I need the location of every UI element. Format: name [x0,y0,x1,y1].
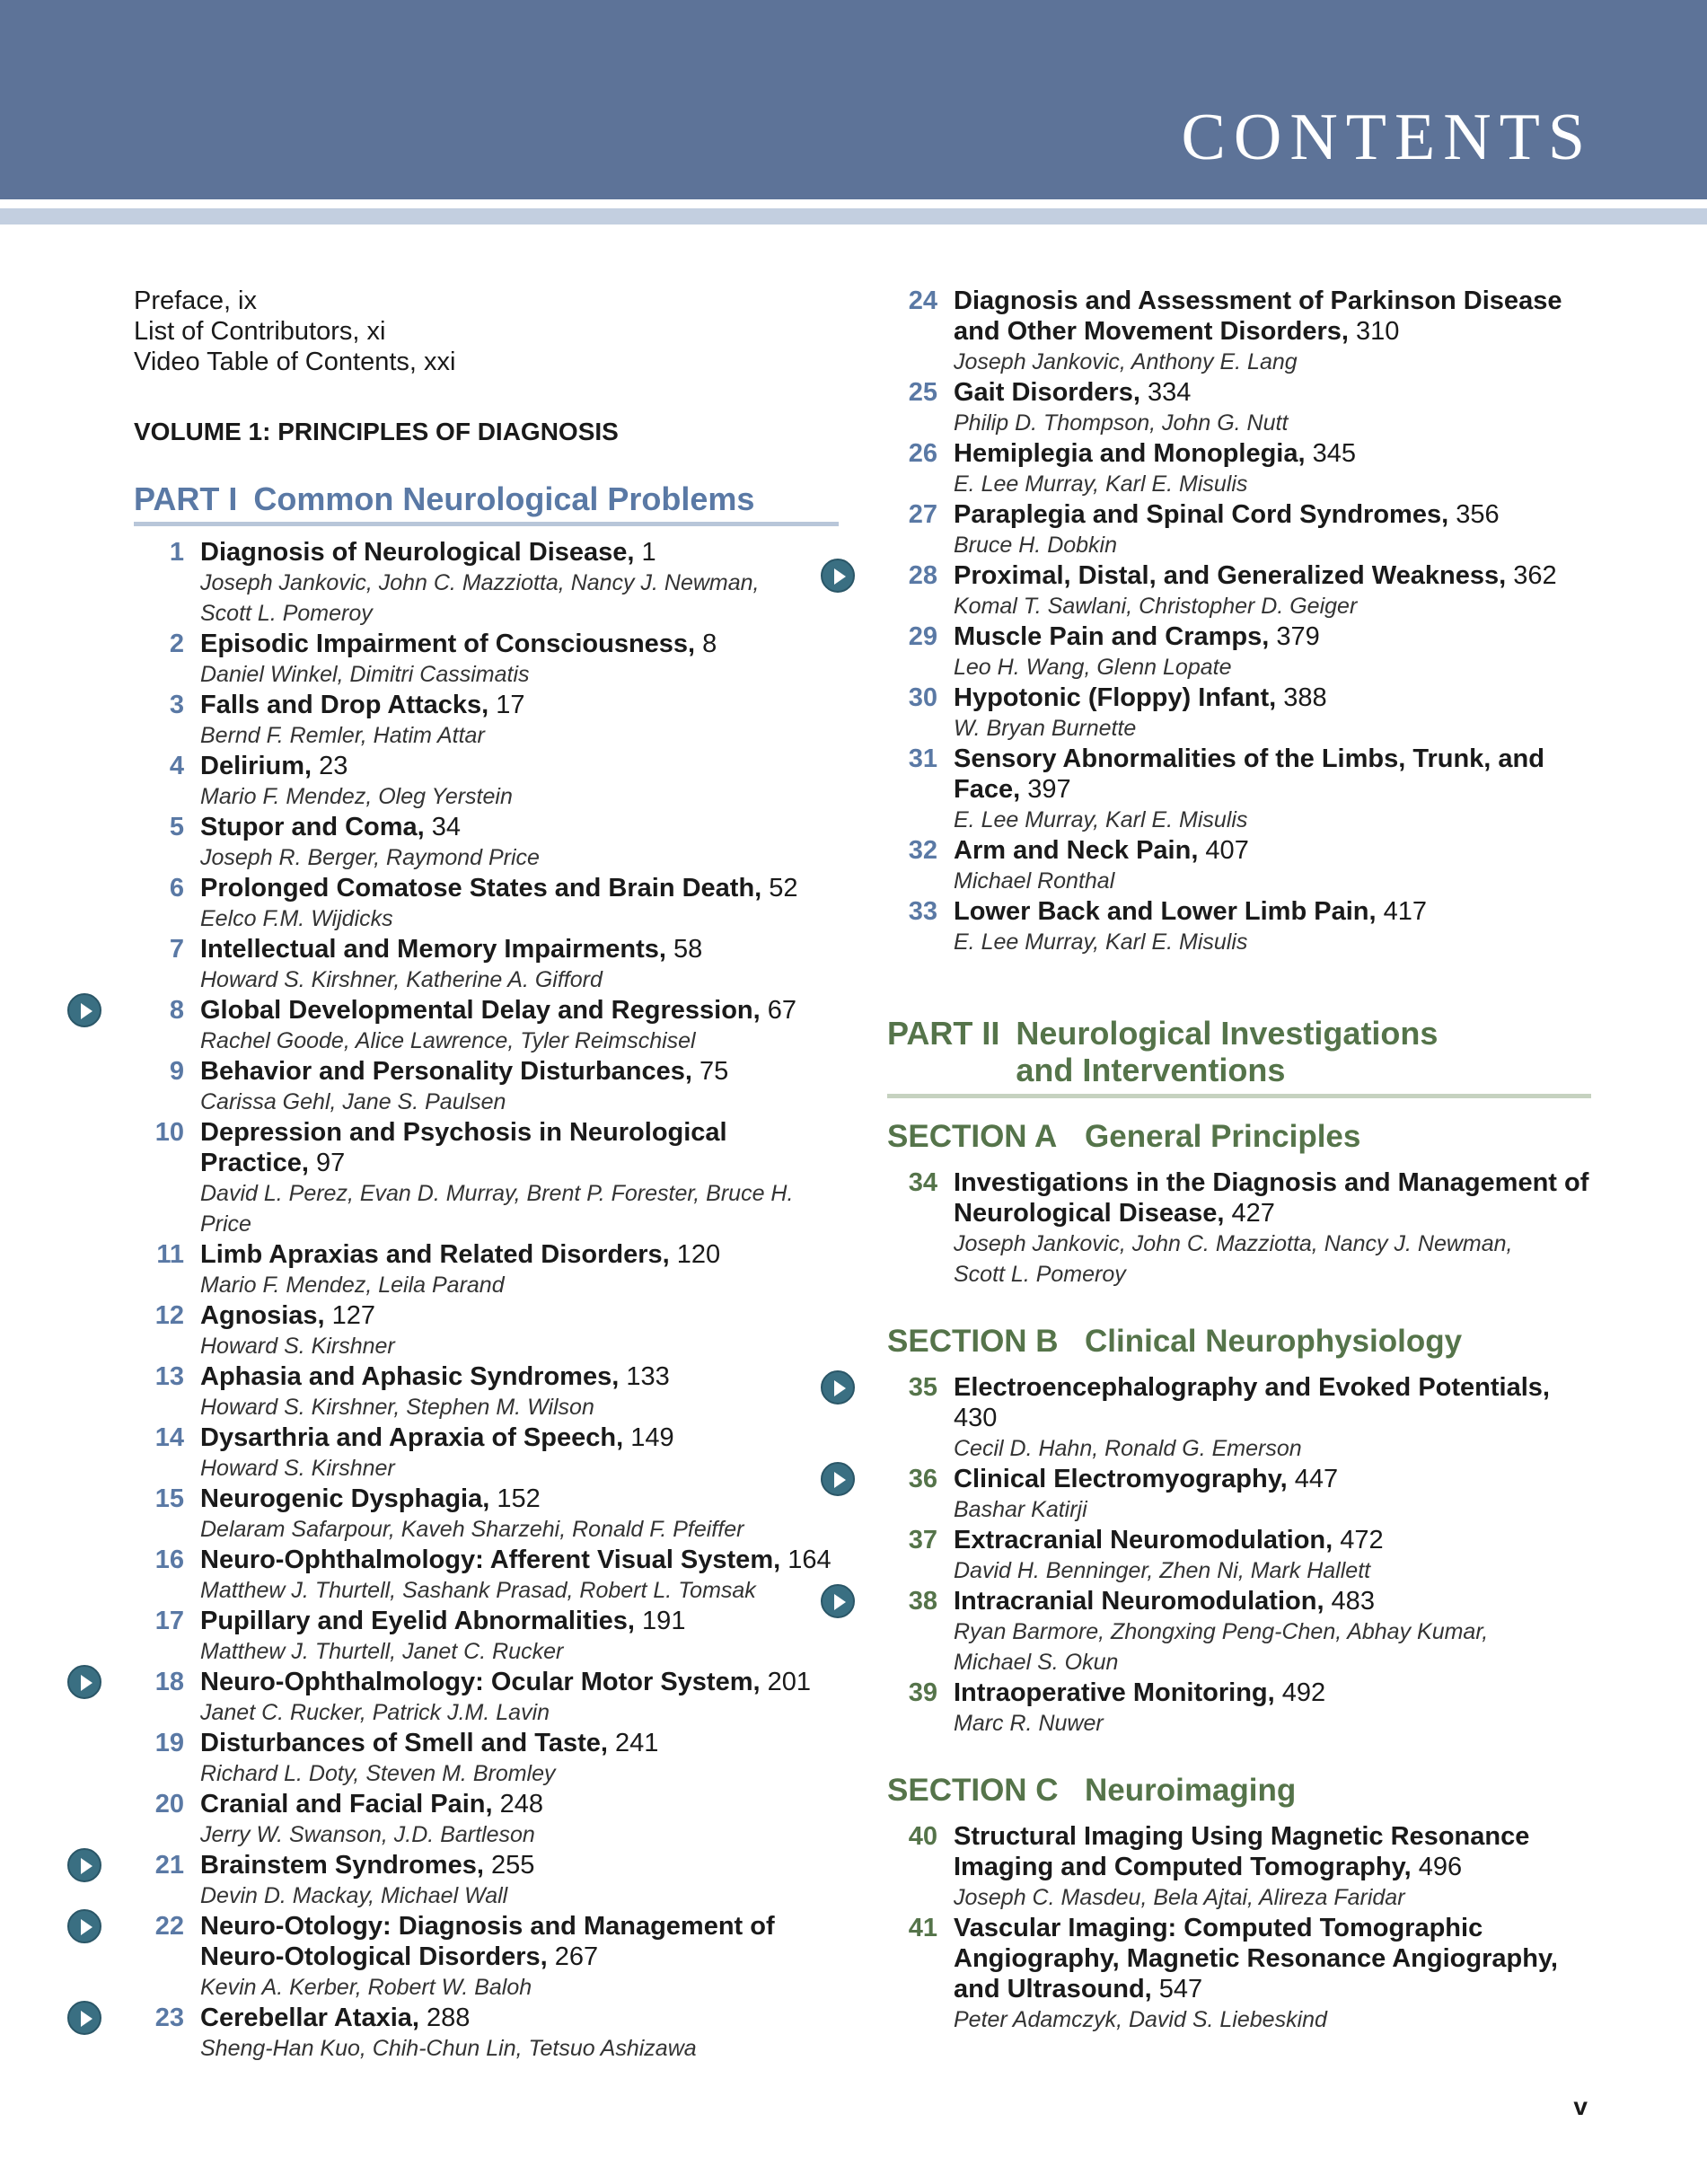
chapter-entry[interactable] [134,1422,839,1484]
chapter-entry[interactable] [887,377,1591,438]
chapter-number: 33 [908,897,937,926]
chapter-authors: W. Bryan Burnette [954,716,1137,741]
chapter-page: 58 [665,935,703,964]
section-label: SECTION A [887,1119,1058,1154]
chapter-title-line [954,499,1591,530]
chapter-authors: Matthew J. Thurtell, Janet C. Rucker [200,1639,564,1664]
chapter-authors: Michael S. Okun [954,1650,1119,1675]
chapter-page: 17 [488,691,525,719]
chapter-entry[interactable] [887,1678,1591,1739]
chapter-authors: Bernd F. Remler, Hatim Attar [200,723,485,748]
chapter-title-line [200,690,839,720]
chapter-title: Intellectual and Memory Impairments, [200,935,666,964]
chapter-number: 15 [154,1484,184,1513]
video-play-icon[interactable] [67,1665,101,1699]
chapter-number: 11 [156,1240,184,1269]
chapter-number: 9 [169,1057,184,1086]
chapter-page: 310 [1348,317,1400,346]
chapter-title: Extracranial Neuromodulation, [954,1526,1333,1554]
chapter-title-line [954,682,1591,713]
chapter-number: 37 [908,1526,937,1554]
chapter-entry[interactable] [887,1821,1591,1913]
chapter-entry[interactable] [134,2003,839,2064]
chapter-authors: Rachel Goode, Alice Lawrence, Tyler Reimschisel [200,1028,696,1053]
chapter-title: Limb Apraxias and Related Disorders, [200,1240,670,1269]
chapter-title-line [200,537,839,568]
chapter-entry[interactable] [887,744,1591,835]
chapter-authors: Mario F. Mendez, Oleg Yerstein [200,784,513,809]
chapter-title: Cerebellar Ataxia, [200,2003,419,2032]
part-number: PART I [134,480,238,517]
part-title-line: Neurological Investigations [1016,1015,1439,1052]
chapter-page: 97 [308,1149,346,1177]
part-title [1016,1015,1438,1088]
chapter-title-line [954,438,1591,469]
chapter-title-line [954,621,1591,652]
front-matter-item[interactable]: Video Table of Contents, xxi [134,348,456,376]
chapter-title: Vascular Imaging: Computed Tomographic Angiography, Magnetic Resonance Angiography, and Ultrasound, [954,1914,1558,2003]
chapter-entry[interactable] [887,1167,1591,1290]
chapter-number: 12 [154,1301,184,1330]
chapter-entry[interactable] [134,1789,839,1850]
chapter-title-line [200,1545,839,1575]
chapter-page: 34 [424,813,462,841]
chapter-title: Stupor and Coma, [200,813,425,841]
chapter-title: Disturbances of Smell and Taste, [200,1729,608,1757]
section-heading [887,1117,1591,1157]
chapter-authors: E. Lee Murray, Karl E. Misulis [954,807,1248,832]
chapter-title: Muscle Pain and Cramps, [954,622,1270,651]
chapter-page: 288 [418,2003,471,2032]
chapter-entry[interactable] [887,1913,1591,2035]
part-heading [134,480,839,526]
chapter-authors: Jerry W. Swanson, J.D. Bartleson [200,1822,535,1847]
chapter-list [887,1372,1591,1739]
chapter-title: Dysarthria and Apraxia of Speech, [200,1423,624,1452]
chapter-title: Brainstem Syndromes, [200,1851,484,1880]
chapter-title-line [200,995,839,1026]
chapter-number: 17 [154,1607,184,1635]
chapter-title: Investigations in the Diagnosis and Management of Neurological Disease, [954,1168,1589,1228]
chapter-number: 18 [154,1668,184,1696]
chapter-entry[interactable] [887,438,1591,499]
chapter-title-line [954,1464,1591,1494]
chapter-title: Diagnosis and Assessment of Parkinson Disease and Other Movement Disorders, [954,286,1562,346]
header-rule [0,208,1707,225]
chapter-authors: Scott L. Pomeroy [954,1262,1126,1287]
chapter-title: Episodic Impairment of Consciousness, [200,630,696,658]
chapter-entry[interactable] [134,690,839,751]
chapter-entry[interactable] [887,1464,1591,1525]
chapter-entry[interactable] [134,537,839,629]
chapter-number: 13 [154,1362,184,1391]
chapter-entry[interactable] [134,873,839,934]
chapter-entry[interactable] [134,1056,839,1117]
chapter-page: 472 [1333,1526,1384,1554]
chapter-title: Cranial and Facial Pain, [200,1790,493,1819]
chapter-page: 447 [1287,1465,1339,1493]
chapter-authors: Michael Ronthal [954,868,1115,894]
page-title: CONTENTS [1181,101,1593,174]
chapter-title: Depression and Psychosis in Neurological Practice, [200,1118,727,1177]
chapter-title-line [200,1117,839,1178]
chapter-title: Gait Disorders, [954,378,1140,407]
chapter-number: 34 [908,1168,937,1197]
chapter-number: 1 [169,538,184,567]
chapter-entry[interactable] [134,1911,839,2003]
page-number: v [1573,2092,1588,2120]
chapter-title: Arm and Neck Pain, [954,836,1199,865]
chapter-authors: Kevin A. Kerber, Robert W. Baloh [200,1975,532,2000]
chapter-title-line [200,1789,839,1819]
video-play-icon[interactable] [67,1848,101,1882]
chapter-title-line [954,744,1591,805]
chapter-title-line [200,934,839,964]
chapter-authors: Komal T. Sawlani, Christopher D. Geiger [954,594,1358,619]
chapter-page: 492 [1274,1678,1326,1707]
chapter-authors: Sheng-Han Kuo, Chih-Chun Lin, Tetsuo Ashizawa [200,2036,697,2061]
part-title-line: and Interventions [1016,1052,1286,1088]
section-title: Neuroimaging [1085,1773,1297,1808]
chapter-title-line [954,1678,1591,1708]
chapter-title-line [954,1167,1591,1228]
chapter-number: 35 [908,1373,937,1402]
chapter-title: Paraplegia and Spinal Cord Syndromes, [954,500,1449,529]
chapter-list [887,1167,1591,1290]
chapter-title-line [200,1667,839,1697]
chapter-authors: Eelco F.M. Wijdicks [200,906,393,931]
part-number: PART II [887,1015,1000,1052]
chapter-page: 255 [483,1851,535,1880]
chapter-authors: Leo H. Wang, Glenn Lopate [954,655,1232,680]
chapter-entry[interactable] [887,835,1591,896]
chapter-authors: Cecil D. Hahn, Ronald G. Emerson [954,1436,1302,1461]
chapter-title-line [200,629,839,659]
video-play-icon[interactable] [821,1584,855,1618]
chapter-page: 430 [954,1404,998,1432]
chapter-number: 14 [154,1423,184,1452]
chapter-number: 20 [154,1790,184,1819]
chapter-title: Neuro-Ophthalmology: Ocular Motor System, [200,1668,761,1696]
chapter-list [887,1821,1591,2035]
chapter-title: Proximal, Distal, and Generalized Weakness, [954,561,1507,590]
chapter-page: 248 [492,1790,544,1819]
section-title: General Principles [1085,1119,1361,1154]
chapter-title-line [200,873,839,903]
chapter-title-line [954,1525,1591,1555]
chapter-page: 241 [607,1729,659,1757]
chapter-title: Intracranial Neuromodulation, [954,1587,1324,1616]
chapter-authors: E. Lee Murray, Karl E. Misulis [954,471,1248,497]
chapter-list [134,537,839,2064]
chapter-authors: Delaram Safarpour, Kaveh Sharzehi, Ronald F. Pfeiffer [200,1517,744,1542]
chapter-authors: David L. Perez, Evan D. Murray, Brent P. Forester, Bruce H. Price [200,1181,794,1237]
chapter-authors: Joseph Jankovic, John C. Mazziotta, Nancy J. Newman, [954,1231,1513,1256]
chapter-entry[interactable] [134,1606,839,1667]
chapter-authors: Bruce H. Dobkin [954,533,1118,558]
chapter-title: Neuro-Ophthalmology: Afferent Visual System, [200,1546,781,1574]
chapter-entry[interactable] [134,1117,839,1239]
chapter-title-line [954,286,1591,347]
video-play-icon[interactable] [67,993,101,1027]
chapter-entry[interactable] [134,995,839,1056]
chapter-title-line [954,377,1591,408]
chapter-authors: Howard S. Kirshner [200,1334,395,1359]
chapter-authors: E. Lee Murray, Karl E. Misulis [954,929,1248,955]
chapter-page: 1 [634,538,656,567]
chapter-page: 267 [547,1942,599,1971]
chapter-page: 120 [669,1240,721,1269]
chapter-title: Neurogenic Dysphagia, [200,1484,490,1513]
chapter-authors: Matthew J. Thurtell, Sashank Prasad, Robert L. Tomsak [200,1578,756,1603]
chapter-number: 8 [169,996,184,1025]
section-label: SECTION C [887,1773,1059,1808]
chapter-title: Diagnosis of Neurological Disease, [200,538,635,567]
chapter-title-line [200,812,839,842]
chapter-authors: Janet C. Rucker, Patrick J.M. Lavin [200,1700,550,1725]
chapter-title: Aphasia and Aphasic Syndromes, [200,1362,620,1391]
chapter-page: 67 [760,996,797,1025]
chapter-number: 5 [169,813,184,841]
chapter-authors: David H. Benninger, Zhen Ni, Mark Hallett [954,1558,1371,1583]
chapter-title-line [200,1056,839,1087]
chapter-title: Neuro-Otology: Diagnosis and Management of Neuro-Otological Disorders, [200,1912,775,1971]
chapter-number: 36 [908,1465,937,1493]
chapter-page: 201 [760,1668,812,1696]
chapter-title-line [954,1821,1591,1882]
chapter-page: 149 [623,1423,674,1452]
chapter-number: 3 [169,691,184,719]
chapter-title-line [200,1850,839,1880]
chapter-entry[interactable] [887,682,1591,744]
chapter-entry[interactable] [887,896,1591,957]
chapter-authors: Philip D. Thompson, John G. Nutt [954,410,1289,436]
video-play-icon[interactable] [67,1909,101,1943]
chapter-number: 16 [154,1546,184,1574]
chapter-entry[interactable] [134,934,839,995]
part-heading [887,1015,1591,1098]
chapter-authors: Scott L. Pomeroy [200,601,373,626]
chapter-entry[interactable] [887,560,1591,621]
chapter-entry[interactable] [134,629,839,690]
chapter-title: Hemiplegia and Monoplegia, [954,439,1306,468]
front-matter-item[interactable]: List of Contributors, xi [134,317,386,346]
chapter-title: Global Developmental Delay and Regression, [200,996,761,1025]
chapter-entry[interactable] [887,499,1591,560]
chapter-entry[interactable] [134,1300,839,1361]
right-column [887,286,1591,2035]
chapter-title: Hypotonic (Floppy) Infant, [954,683,1277,712]
chapter-page: 23 [312,752,348,780]
chapter-number: 38 [908,1587,937,1616]
part-title: Common Neurological Problems [253,480,755,517]
chapter-number: 19 [154,1729,184,1757]
chapter-entry[interactable] [134,1361,839,1422]
chapter-page: 334 [1139,378,1192,407]
chapter-number: 30 [908,683,937,712]
volume-heading: VOLUME 1: PRINCIPLES OF DIAGNOSIS [134,418,619,445]
chapter-title-line [200,1361,839,1392]
chapter-title-line [200,1422,839,1453]
chapter-page: 52 [761,874,798,903]
chapter-authors: Howard S. Kirshner, Stephen M. Wilson [200,1395,594,1420]
chapter-authors: Joseph Jankovic, Anthony E. Lang [954,349,1298,374]
chapter-page: 8 [695,630,717,658]
chapter-title: Lower Back and Lower Limb Pain, [954,897,1377,926]
chapter-entry[interactable] [134,1667,839,1728]
chapter-title: Falls and Drop Attacks, [200,691,489,719]
chapter-number: 7 [169,935,184,964]
chapter-number: 4 [169,752,184,780]
chapter-number: 10 [154,1118,184,1147]
chapter-title: Electroencephalography and Evoked Potentials, [954,1373,1550,1402]
chapter-page: 75 [691,1057,729,1086]
section-heading [887,1771,1591,1810]
video-play-icon[interactable] [821,1370,855,1405]
chapter-page: 483 [1324,1587,1375,1616]
chapter-title-line [954,896,1591,927]
chapter-title-line [200,1606,839,1636]
chapter-authors: Ryan Barmore, Zhongxing Peng-Chen, Abhay Kumar, [954,1619,1489,1644]
chapter-title: Agnosias, [200,1301,325,1330]
video-play-icon[interactable] [821,559,855,593]
chapter-title-line [200,1239,839,1270]
chapter-page: 407 [1198,836,1249,865]
chapter-number: 32 [908,836,937,865]
video-play-icon[interactable] [821,1462,855,1496]
chapter-authors: Bashar Katirji [954,1497,1087,1522]
chapter-entry[interactable] [887,1525,1591,1586]
chapter-authors: Joseph Jankovic, John C. Mazziotta, Nancy J. Newman, [200,570,760,595]
chapter-entry[interactable] [134,1545,839,1606]
chapter-number: 27 [908,500,937,529]
chapter-authors: Peter Adamczyk, David S. Liebeskind [954,2007,1327,2032]
front-matter [134,286,839,377]
chapter-entry[interactable] [887,1372,1591,1464]
chapter-page: 362 [1506,561,1557,590]
section-title: Clinical Neurophysiology [1085,1324,1463,1359]
chapter-title-line [200,1300,839,1331]
chapter-page: 496 [1411,1853,1463,1881]
chapter-number: 24 [908,286,937,315]
chapter-entry[interactable] [887,286,1591,377]
chapter-list [887,286,1591,957]
chapter-authors: Joseph R. Berger, Raymond Price [200,845,540,870]
chapter-number: 22 [154,1912,184,1941]
chapter-page: 417 [1376,897,1427,926]
chapter-entry[interactable] [134,1239,839,1300]
chapter-title: Sensory Abnormalities of the Limbs, Trunk, and Face, [954,744,1544,804]
chapter-entry[interactable] [134,1850,839,1911]
chapter-authors: Mario F. Mendez, Leila Parand [200,1273,505,1298]
chapter-title-line [200,1484,839,1514]
chapter-page: 345 [1305,439,1356,468]
chapter-page: 388 [1276,683,1327,712]
chapter-title-line [954,1913,1591,2004]
chapter-entry[interactable] [887,1586,1591,1678]
chapter-number: 21 [154,1851,184,1880]
chapter-title-line [954,560,1591,591]
chapter-title: Delirium, [200,752,312,780]
chapter-number: 28 [908,561,937,590]
chapter-entry[interactable] [134,751,839,812]
chapter-number: 29 [908,622,937,651]
chapter-authors: Richard L. Doty, Steven M. Bromley [200,1761,556,1786]
chapter-authors: Devin D. Mackay, Michael Wall [200,1883,508,1908]
chapter-title-line [954,835,1591,866]
chapter-number: 40 [908,1822,937,1851]
front-matter-item[interactable]: Preface, ix [134,286,257,315]
chapter-page: 379 [1269,622,1320,651]
chapter-page: 356 [1448,500,1500,529]
chapter-page: 152 [489,1484,541,1513]
chapter-entry[interactable] [887,621,1591,682]
chapter-title-line [200,751,839,781]
chapter-authors: Marc R. Nuwer [954,1711,1104,1736]
chapter-title-line [200,1728,839,1758]
chapter-page: 547 [1151,1975,1203,2003]
left-column [134,286,839,2064]
chapter-number: 26 [908,439,937,468]
chapter-title: Intraoperative Monitoring, [954,1678,1275,1707]
chapter-page: 397 [1020,775,1071,804]
chapter-number: 31 [908,744,937,773]
chapter-title: Structural Imaging Using Magnetic Resonance Imaging and Computed Tomography, [954,1822,1530,1881]
chapter-page: 427 [1224,1199,1275,1228]
chapter-page: 127 [324,1301,376,1330]
chapter-title-line [200,1911,839,1972]
chapter-page: 164 [780,1546,832,1574]
chapter-title-line [200,2003,839,2033]
chapter-authors: Daniel Winkel, Dimitri Cassimatis [200,662,530,687]
chapter-title-line [954,1586,1591,1616]
chapter-entry[interactable] [134,1484,839,1545]
chapter-number: 6 [169,874,184,903]
chapter-title: Clinical Electromyography, [954,1465,1288,1493]
chapter-title: Behavior and Personality Disturbances, [200,1057,692,1086]
chapter-entry[interactable] [134,1728,839,1789]
video-play-icon[interactable] [67,2001,101,2035]
chapter-number: 2 [169,630,184,658]
chapter-authors: Joseph C. Masdeu, Bela Ajtai, Alireza Faridar [954,1885,1405,1910]
section-label: SECTION B [887,1324,1059,1359]
chapter-title: Pupillary and Eyelid Abnormalities, [200,1607,635,1635]
section-heading [887,1322,1591,1361]
chapter-title: Prolonged Comatose States and Brain Death, [200,874,762,903]
chapter-authors: Howard S. Kirshner, Katherine A. Gifford [200,967,603,992]
chapter-page: 133 [619,1362,670,1391]
chapter-entry[interactable] [134,812,839,873]
chapter-number: 23 [154,2003,184,2032]
chapter-number: 41 [908,1914,937,1942]
chapter-number: 39 [908,1678,937,1707]
chapter-authors: Carissa Gehl, Jane S. Paulsen [200,1089,506,1114]
chapter-title-line [954,1372,1591,1433]
chapter-number: 25 [908,378,937,407]
chapter-page: 191 [635,1607,686,1635]
chapter-authors: Howard S. Kirshner [200,1456,395,1481]
